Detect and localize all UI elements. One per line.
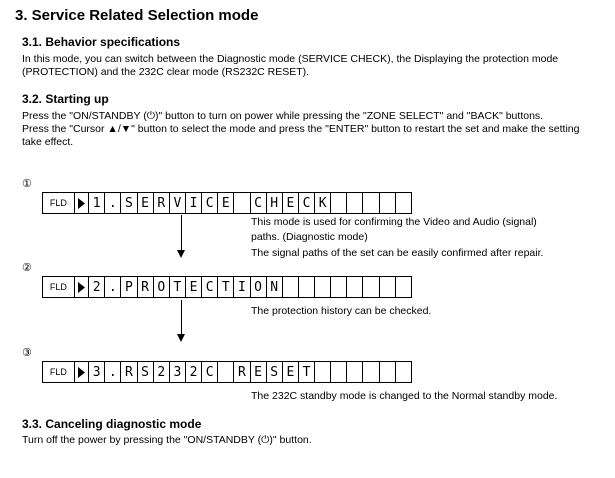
fld-char-cell: C	[299, 193, 315, 213]
fld-char-cell	[331, 362, 347, 382]
fld-char-cell: E	[251, 362, 267, 382]
down-arrow-1	[177, 215, 187, 258]
fld-char-cell	[363, 362, 379, 382]
fld-char-cell: E	[186, 277, 202, 297]
fld-char-cell: C	[202, 193, 218, 213]
fld-label: FLD	[43, 277, 75, 297]
fld-char-cell	[218, 362, 234, 382]
fld-label: FLD	[43, 362, 75, 382]
section-3-1-line-1: In this mode, you can switch between the Diagnostic mode (SERVICE CHECK), the Displaying the protection mode	[22, 53, 559, 65]
section-3-2-line-1: Press the "ON/STANDBY (⏻)" button to turn on power while pressing the "ZONE SELECT" and "BACK" buttons.	[22, 110, 544, 122]
fld-char-cell: T	[170, 277, 186, 297]
fld-char-cell: R	[121, 362, 137, 382]
fld-char-cell: E	[138, 193, 154, 213]
mode-2-desc-line-1: The protection history can be checked.	[251, 305, 432, 317]
fld-char-cell: .	[105, 193, 121, 213]
fld-char-cell: 3	[89, 362, 105, 382]
fld-char-cell	[380, 362, 396, 382]
mode-1-desc-line-1: This mode is used for confirming the Video and Audio (signal)	[251, 216, 537, 228]
fld-char-cell: E	[218, 193, 234, 213]
mode-1-marker: ①	[22, 178, 32, 190]
fld-char-cell	[380, 193, 396, 213]
down-arrow-2	[177, 300, 187, 342]
fld-char-cell: I	[186, 193, 202, 213]
fld-char-cell	[396, 362, 411, 382]
fld-char-cell: O	[154, 277, 170, 297]
fld-char-cell: H	[267, 193, 283, 213]
fld-char-cell: O	[251, 277, 267, 297]
fld-char-cell: 2	[186, 362, 202, 382]
fld-char-cell: .	[105, 362, 121, 382]
section-3-1-heading: 3.1. Behavior specifications	[22, 35, 181, 49]
fld-char-cell	[331, 193, 347, 213]
fld-char-cell: E	[283, 193, 299, 213]
fld-char-cell: 2	[154, 362, 170, 382]
section-3-3-line-1: Turn off the power by pressing the "ON/STANDBY (⏻)" button.	[22, 434, 312, 446]
mode-2-fld-display	[42, 276, 412, 298]
fld-char-cell	[315, 362, 331, 382]
section-3-3-heading: 3.3. Canceling diagnostic mode	[22, 417, 202, 431]
mode-1-desc-line-2: paths. (Diagnostic mode)	[251, 231, 368, 243]
section-3-2-line-3: take effect.	[22, 136, 74, 148]
fld-char-cell: 2	[89, 277, 105, 297]
fld-char-cell: S	[138, 362, 154, 382]
fld-char-cell	[363, 193, 379, 213]
fld-char-cell: S	[267, 362, 283, 382]
fld-char-cell	[396, 193, 411, 213]
fld-label: FLD	[43, 193, 75, 213]
fld-char-cell	[299, 277, 315, 297]
fld-char-cell: R	[154, 193, 170, 213]
mode-1-fld-display	[42, 192, 412, 214]
section-3-2-line-2: Press the "Cursor ▲/▼" button to select the mode and press the "ENTER" button to restart the set and make the setting	[22, 123, 580, 135]
fld-char-cell: 1	[89, 193, 105, 213]
fld-char-cell	[380, 277, 396, 297]
mode-3-desc-line-1: The 232C standby mode is changed to the Normal standby mode.	[251, 390, 558, 402]
fld-char-cell: T	[218, 277, 234, 297]
fld-char-cell: K	[315, 193, 331, 213]
fld-char-cell: S	[121, 193, 137, 213]
fld-char-cell	[347, 193, 363, 213]
mode-3-fld-display	[42, 361, 412, 383]
page-title: 3. Service Related Selection mode	[15, 7, 259, 24]
section-3-2-heading: 3.2. Starting up	[22, 92, 109, 106]
fld-char-cell: C	[202, 277, 218, 297]
fld-char-cell: C	[251, 193, 267, 213]
fld-char-cell	[347, 277, 363, 297]
fld-char-cell: C	[202, 362, 218, 382]
fld-char-cell	[363, 277, 379, 297]
fld-char-cell	[331, 277, 347, 297]
fld-char-cell: V	[170, 193, 186, 213]
fld-char-cell: P	[121, 277, 137, 297]
mode-3-marker: ③	[22, 347, 32, 359]
mode-1-desc-line-3: The signal paths of the set can be easily confirmed after repair.	[251, 247, 544, 259]
mode-2-marker: ②	[22, 262, 32, 274]
fld-char-cell: R	[138, 277, 154, 297]
play-indicator-icon	[75, 277, 89, 297]
play-indicator-icon	[75, 193, 89, 213]
section-3-1-line-2: (PROTECTION) and the 232C clear mode (RS232C RESET).	[22, 66, 310, 78]
fld-char-cell: I	[234, 277, 250, 297]
fld-char-cell: N	[267, 277, 283, 297]
fld-char-cell	[234, 193, 250, 213]
fld-char-cell	[396, 277, 411, 297]
fld-char-cell	[315, 277, 331, 297]
fld-char-cell: E	[283, 362, 299, 382]
fld-char-cell: T	[299, 362, 315, 382]
play-indicator-icon	[75, 362, 89, 382]
fld-char-cell	[283, 277, 299, 297]
fld-char-cell	[347, 362, 363, 382]
fld-char-cell: .	[105, 277, 121, 297]
fld-char-cell: 3	[170, 362, 186, 382]
fld-char-cell: R	[234, 362, 250, 382]
